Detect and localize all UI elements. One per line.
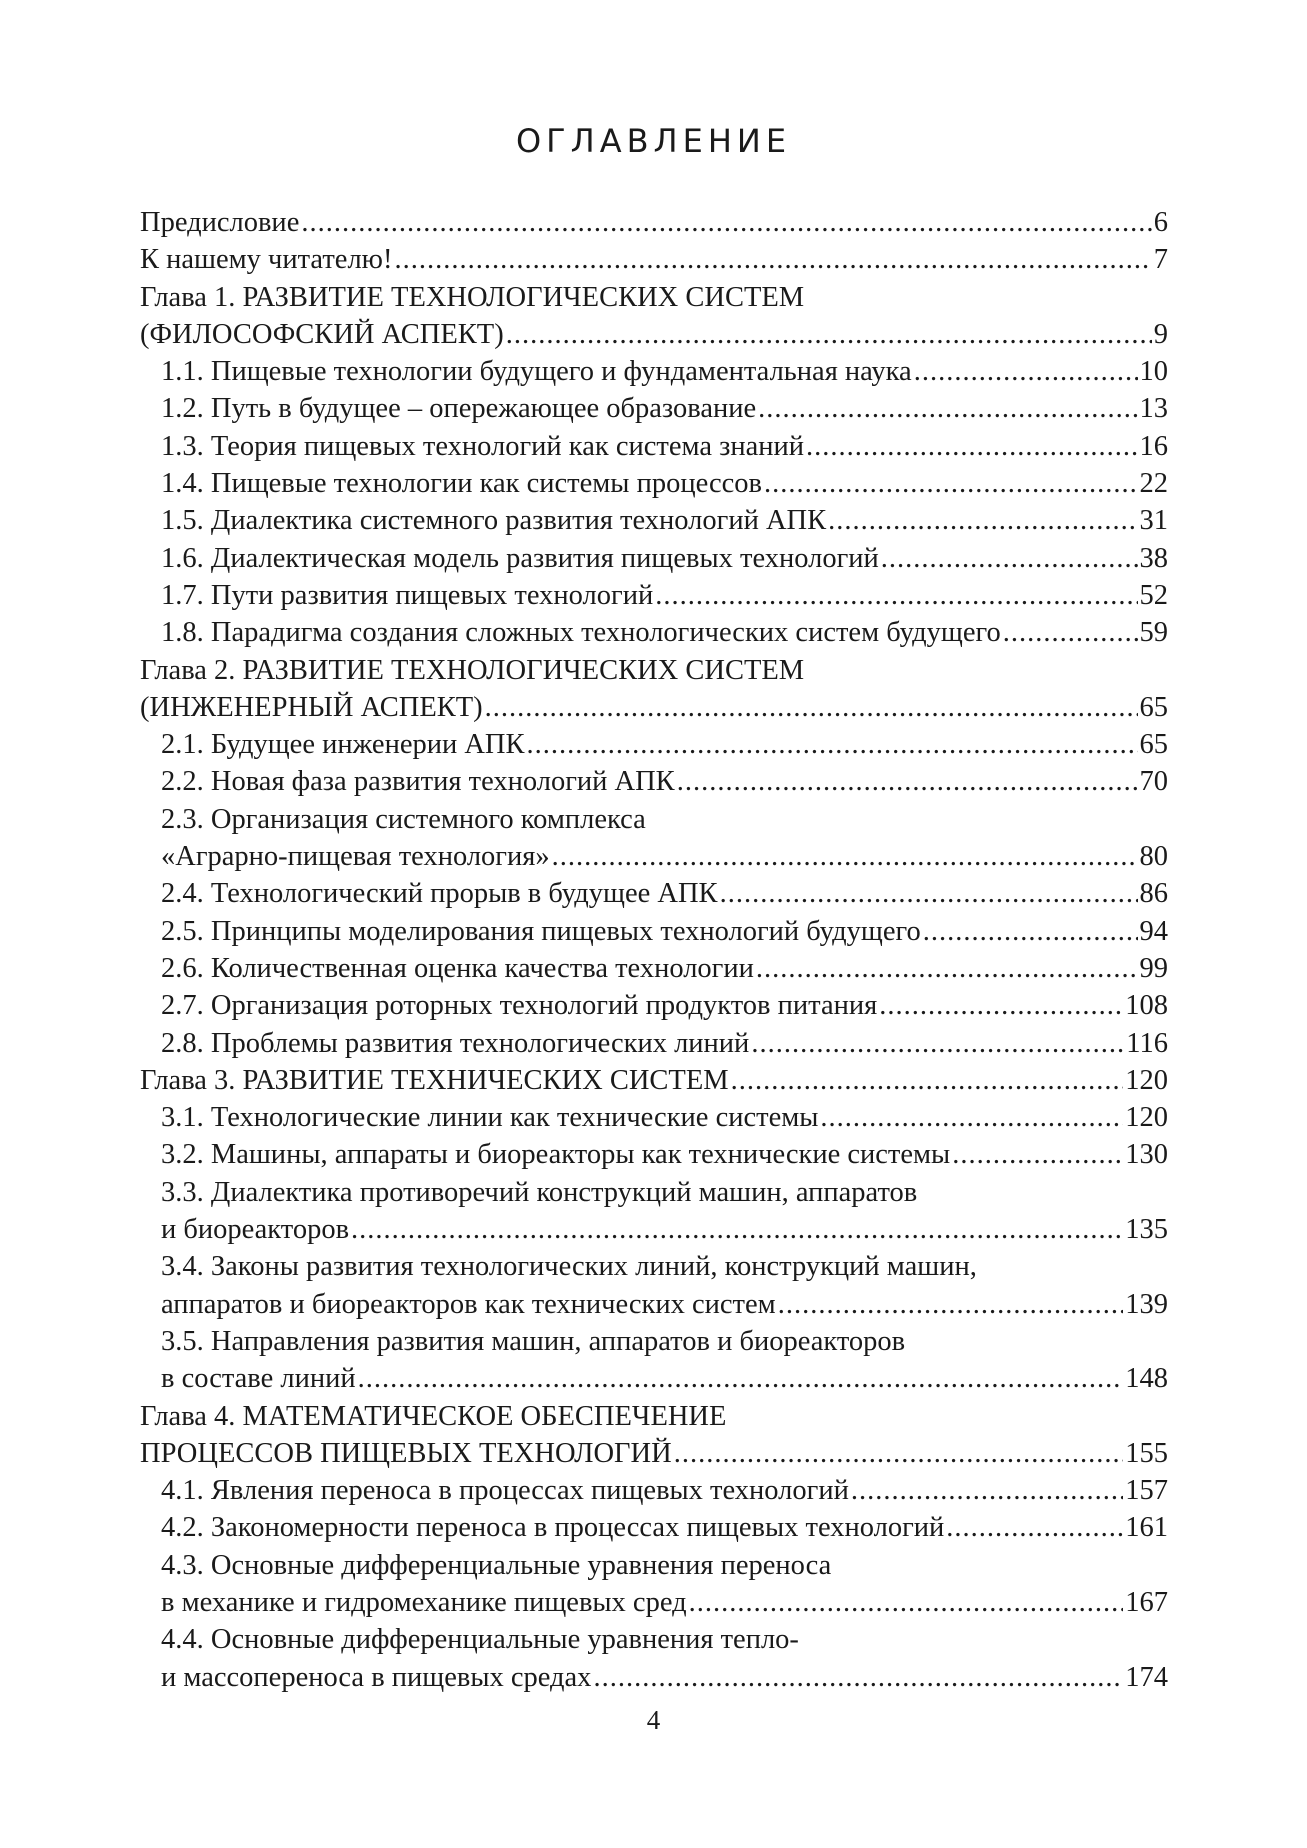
toc-entry-text: 2.3. Организация системного комплекса: [161, 803, 646, 835]
toc-section-entry[interactable]: [140, 1025, 1168, 1062]
toc-page-number: 116: [1126, 1027, 1168, 1059]
dot-leader: [351, 1211, 1123, 1248]
toc-page-number: 139: [1125, 1288, 1168, 1320]
toc-line: [140, 353, 1168, 390]
toc-section-entry[interactable]: [140, 1248, 1168, 1323]
toc-line: [140, 614, 1168, 651]
toc-section-entry[interactable]: [140, 726, 1168, 763]
toc-page-number: 80: [1139, 841, 1168, 873]
toc-entry-text: 1.3. Теория пищевых технологий как система знаний: [161, 430, 805, 462]
toc-line: [140, 1398, 1168, 1435]
dot-leader: [851, 1472, 1123, 1509]
toc-entry-text: (ФИЛОСОФСКИЙ АСПЕКТ): [140, 318, 504, 350]
toc-section-entry[interactable]: [140, 763, 1168, 800]
toc-line: [140, 763, 1168, 800]
toc-page-number: 120: [1125, 1102, 1168, 1134]
toc-entry-text: 3.3. Диалектика противоречий конструкций машин, аппаратов: [161, 1176, 918, 1208]
toc-section-entry[interactable]: [140, 1547, 1168, 1622]
toc-page-number: 120: [1125, 1064, 1168, 1096]
toc-entry-text: и массопереноса в пищевых средах: [161, 1661, 592, 1693]
toc-entry-text: 2.7. Организация роторных технологий продуктов питания: [161, 990, 878, 1022]
toc-line: [140, 577, 1168, 614]
toc-section-entry[interactable]: [140, 1136, 1168, 1173]
dot-leader: [301, 204, 1151, 241]
dot-leader: [1003, 614, 1138, 651]
toc-entry-text: 3.2. Машины, аппараты и биореакторы как технические системы: [161, 1139, 951, 1171]
toc-page-number: 9: [1153, 318, 1168, 350]
dot-leader: [720, 875, 1138, 912]
toc-line: [140, 652, 1168, 689]
toc-entry-text: 4.3. Основные дифференциальные уравнения переноса: [161, 1549, 832, 1581]
toc-page-number: 108: [1125, 990, 1168, 1022]
toc-entry-text: 2.5. Принципы моделирования пищевых технологий будущего: [161, 915, 921, 947]
toc-entry-text: «Аграрно-пищевая технология»: [161, 841, 550, 873]
toc-entry-text: 2.6. Количественная оценка качества технологии: [161, 952, 754, 984]
toc-page-number: 86: [1139, 878, 1168, 910]
dot-leader: [677, 763, 1138, 800]
dot-leader: [914, 353, 1138, 390]
dot-leader: [764, 465, 1138, 502]
toc-section-entry[interactable]: [140, 950, 1168, 987]
toc-page-number: 94: [1139, 915, 1168, 947]
toc-entry-text: 2.4. Технологический прорыв в будущее АПК: [161, 878, 718, 910]
toc-page-number: 6: [1153, 207, 1168, 238]
toc-section-entry[interactable]: [140, 390, 1168, 427]
toc-entry-text: в механике и гидромеханике пищевых сред: [161, 1586, 687, 1618]
toc-entry-text: 3.1. Технологические линии как технические системы: [161, 1102, 819, 1134]
toc-page-number: 31: [1139, 505, 1168, 537]
toc-entry-text: К нашему читателю!: [140, 244, 393, 276]
toc-page-number: 157: [1125, 1475, 1168, 1507]
dot-leader: [655, 577, 1137, 614]
toc-section-entry[interactable]: [140, 428, 1168, 465]
toc-entry-text: Глава 2. РАЗВИТИЕ ТЕХНОЛОГИЧЕСКИХ СИСТЕМ: [140, 654, 805, 686]
dot-leader: [806, 428, 1137, 465]
dot-leader: [751, 1025, 1124, 1062]
toc-page-number: 155: [1125, 1437, 1168, 1469]
dot-leader: [946, 1509, 1123, 1546]
toc-entry-text: Глава 1. РАЗВИТИЕ ТЕХНОЛОГИЧЕСКИХ СИСТЕМ: [140, 281, 805, 313]
toc-line: [140, 241, 1168, 278]
toc-entry-text: Глава 4. МАТЕМАТИЧЕСКОЕ ОБЕСПЕЧЕНИЕ: [140, 1400, 727, 1432]
dot-leader: [394, 241, 1151, 278]
dot-leader: [820, 1099, 1123, 1136]
toc-page-number: 167: [1125, 1586, 1168, 1618]
dot-leader: [756, 950, 1138, 987]
toc-section-entry[interactable]: [140, 502, 1168, 539]
dot-leader: [552, 838, 1138, 875]
toc-line: [140, 1062, 1168, 1099]
page-title: ОГЛАВЛЕНИЕ: [515, 122, 792, 160]
dot-leader: [527, 726, 1138, 763]
toc-line: [140, 1435, 1168, 1472]
toc-line: [140, 1547, 1168, 1584]
toc-entry-text: 4.4. Основные дифференциальные уравнения тепло-: [161, 1624, 799, 1656]
toc-entry-text: 1.6. Диалектическая модель развития пищевых технологий: [161, 542, 879, 574]
toc-page-number: 65: [1139, 729, 1168, 761]
toc-line: [140, 204, 1168, 241]
toc-entry-text: 2.8. Проблемы развития технологических линий: [161, 1027, 750, 1059]
toc-page-number: 38: [1139, 542, 1168, 574]
toc-page-number: 7: [1153, 244, 1168, 276]
toc-section-entry[interactable]: [140, 577, 1168, 614]
toc-line: [140, 1025, 1168, 1062]
toc-section-entry[interactable]: [140, 1099, 1168, 1136]
toc-line: [140, 1099, 1168, 1136]
toc-chapter-entry[interactable]: [140, 652, 1168, 727]
toc-page-number: 135: [1125, 1214, 1168, 1246]
toc-page-number: 52: [1139, 579, 1168, 611]
toc-entry-text: (ИНЖЕНЕРНЫЙ АСПЕКТ): [140, 691, 483, 723]
toc-entry-text: ПРОЦЕССОВ ПИЩЕВЫХ ТЕХНОЛОГИЙ: [140, 1437, 672, 1469]
toc-line: [140, 316, 1168, 353]
toc-line: [140, 801, 1168, 838]
toc-entry-text: 1.4. Пищевые технологии как системы процессов: [161, 468, 762, 500]
toc-entry-text: Предисловие: [140, 207, 300, 238]
toc-entry-text: 1.8. Парадигма создания сложных технологических систем будущего: [161, 617, 1001, 649]
toc-section-entry[interactable]: [140, 913, 1168, 950]
dot-leader: [593, 1659, 1123, 1696]
toc-page-number: 59: [1139, 617, 1168, 649]
toc-entry-text: 2.1. Будущее инженерии АПК: [161, 729, 525, 761]
toc-entry-text: 4.1. Явления переноса в процессах пищевых технологий: [161, 1475, 849, 1507]
toc-page-number: 130: [1125, 1139, 1168, 1171]
toc-line: [140, 390, 1168, 427]
table-of-contents: [140, 204, 1168, 1696]
toc-entry-text: 3.4. Законы развития технологических линий, конструкций машин,: [161, 1251, 977, 1283]
toc-entry-text: 1.2. Путь в будущее – опережающее образование: [161, 393, 757, 425]
dot-leader: [828, 502, 1137, 539]
toc-line: [140, 1360, 1168, 1397]
toc-section-entry[interactable]: [140, 801, 1168, 876]
dot-leader: [881, 540, 1138, 577]
toc-line: [140, 1136, 1168, 1173]
toc-entry-text: 4.2. Закономерности переноса в процессах пищевых технологий: [161, 1512, 945, 1544]
toc-line: [140, 1472, 1168, 1509]
toc-page-number: 16: [1139, 430, 1168, 462]
toc-line: [140, 279, 1168, 316]
toc-chapter-entry[interactable]: [140, 241, 1168, 278]
toc-line: [140, 502, 1168, 539]
toc-section-entry[interactable]: [140, 614, 1168, 651]
toc-chapter-entry[interactable]: [140, 1398, 1168, 1473]
toc-line: [140, 1659, 1168, 1696]
toc-section-entry[interactable]: [140, 465, 1168, 502]
toc-section-entry[interactable]: [140, 353, 1168, 390]
dot-leader: [506, 316, 1152, 353]
toc-line: [140, 1211, 1168, 1248]
dot-leader: [485, 689, 1138, 726]
toc-chapter-entry[interactable]: [140, 279, 1168, 354]
toc-page-number: 13: [1139, 393, 1168, 425]
toc-entry-text: 2.2. Новая фаза развития технологий АПК: [161, 766, 675, 798]
toc-line: [140, 1286, 1168, 1323]
dot-leader: [879, 987, 1123, 1024]
toc-chapter-entry[interactable]: [140, 1062, 1168, 1099]
toc-page-number: 10: [1139, 356, 1168, 388]
toc-line: [140, 465, 1168, 502]
dot-leader: [778, 1286, 1124, 1323]
toc-line: [140, 950, 1168, 987]
toc-section-entry[interactable]: [140, 875, 1168, 912]
toc-line: [140, 1509, 1168, 1546]
dot-leader: [358, 1360, 1124, 1397]
toc-page-number: 148: [1125, 1363, 1168, 1395]
toc-entry-text: аппаратов и биореакторов как технических систем: [161, 1288, 776, 1320]
toc-section-entry[interactable]: [140, 987, 1168, 1024]
toc-page-number: 161: [1125, 1512, 1168, 1544]
toc-entry-text: и биореакторов: [161, 1214, 350, 1246]
toc-page-number: 99: [1139, 952, 1168, 984]
toc-entry-text: Глава 3. РАЗВИТИЕ ТЕХНИЧЕСКИХ СИСТЕМ: [140, 1064, 729, 1096]
toc-line: [140, 1174, 1168, 1211]
toc-line: [140, 875, 1168, 912]
toc-page-number: 22: [1139, 468, 1168, 500]
toc-line: [140, 1323, 1168, 1360]
toc-entry-text: в составе линий: [161, 1363, 356, 1395]
toc-line: [140, 913, 1168, 950]
toc-line: [140, 726, 1168, 763]
toc-line: [140, 1584, 1168, 1621]
toc-entry-text: 1.1. Пищевые технологии будущего и фундаментальная наука: [161, 356, 912, 388]
dot-leader: [731, 1062, 1124, 1099]
toc-entry-text: 3.5. Направления развития машин, аппаратов и биореакторов: [161, 1325, 906, 1357]
toc-entry-text: 1.5. Диалектика системного развития технологий АПК: [161, 505, 827, 537]
toc-section-entry[interactable]: [140, 1174, 1168, 1249]
toc-line: [140, 689, 1168, 726]
dot-leader: [674, 1435, 1124, 1472]
page-number: 4: [646, 1705, 661, 1735]
toc-page-number: 65: [1139, 691, 1168, 723]
dot-leader: [689, 1584, 1124, 1621]
toc-section-entry[interactable]: [140, 540, 1168, 577]
dot-leader: [952, 1136, 1123, 1173]
toc-page-number: 174: [1125, 1661, 1168, 1693]
toc-section-entry[interactable]: [140, 1472, 1168, 1509]
toc-line: [140, 1248, 1168, 1285]
toc-line: [140, 987, 1168, 1024]
toc-line: [140, 838, 1168, 875]
toc-line: [140, 1621, 1168, 1658]
toc-line: [140, 428, 1168, 465]
toc-chapter-entry[interactable]: [140, 204, 1168, 241]
dot-leader: [758, 390, 1137, 427]
toc-section-entry[interactable]: [140, 1621, 1168, 1696]
toc-page-number: 70: [1139, 766, 1168, 798]
dot-leader: [923, 913, 1138, 950]
toc-section-entry[interactable]: [140, 1323, 1168, 1398]
toc-entry-text: 1.7. Пути развития пищевых технологий: [161, 579, 654, 611]
toc-line: [140, 540, 1168, 577]
toc-section-entry[interactable]: [140, 1509, 1168, 1546]
